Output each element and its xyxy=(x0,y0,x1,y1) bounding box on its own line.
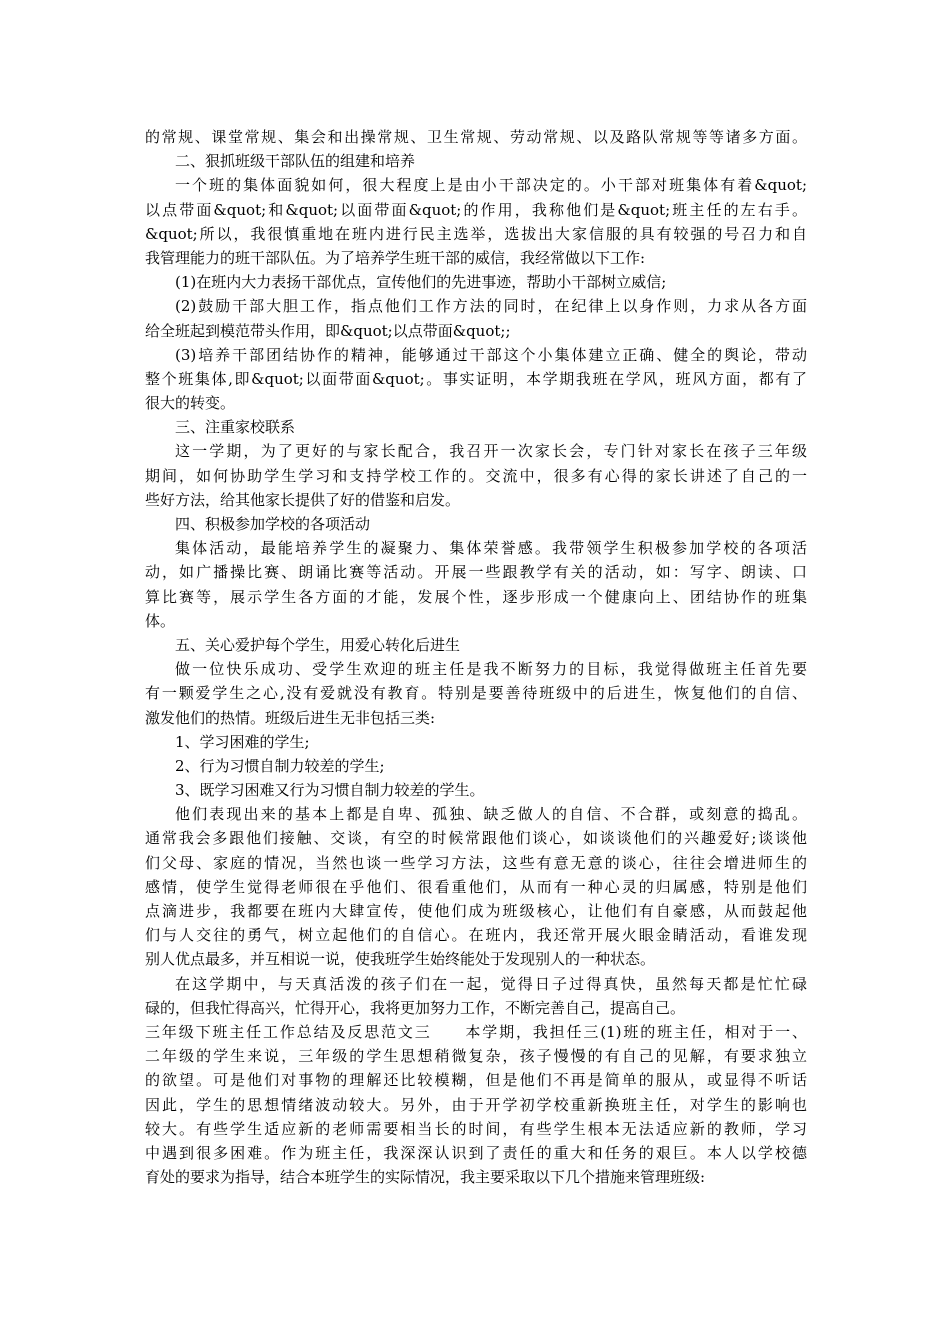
text-line: 有一颗爱学生之心,没有爱就没有教育。特别是要善待班级中的后进生，恢复他们的自信、 xyxy=(145,684,807,703)
text-line: 他们表现出来的基本上都是自卑、孤独、缺乏做人的自信、不合群，或刻意的捣乱。 xyxy=(175,805,807,824)
text-line: 中遇到很多困难。作为班主任，我深深认识到了责任的重大和任务的艰巨。本人以学校德 xyxy=(145,1143,807,1162)
section-heading: 四、积极参加学校的各项活动 xyxy=(175,515,371,533)
text-line: 动，如广播操比赛、朗诵比赛等活动。开展一些跟教学有关的活动，如：写字、朗读、口 xyxy=(145,563,807,582)
text-line: 的欲望。可是他们对事物的理解还比较模糊，但是他们不再是简单的服从，或显得不听话 xyxy=(145,1071,807,1090)
text-line: 算比赛等，展示学生各方面的才能，发展个性，逐步形成一个健康向上、团结协作的班集 xyxy=(145,587,807,606)
text-line: 做一位快乐成功、受学生欢迎的班主任是我不断努力的目标，我觉得做班主任首先要 xyxy=(175,660,807,679)
text-line: 通常我会多跟他们接触、交谈，有空的时候常跟他们谈心，如谈谈他们的兴趣爱好;谈谈他 xyxy=(145,829,807,848)
list-item: 2、行为习惯自制力较差的学生; xyxy=(175,756,385,775)
text-line: 们与人交往的勇气，树立起他们的自信心。在班内，我还常开展火眼金睛活动，看谁发现 xyxy=(145,926,807,945)
text-line: 三年级下班主任工作总结及反思范文三 本学期，我担任三(1)班的班主任，相对于一、 xyxy=(145,1022,807,1041)
text-line: 体。 xyxy=(145,611,176,630)
text-line: 给全班起到模范带头作用，即&quot;以点带面&quot;; xyxy=(145,321,511,340)
section-heading: 二、狠抓班级干部队伍的组建和培养 xyxy=(175,152,416,171)
text-line: 以点带面&quot;和&quot;以面带面&quot;的作用，我称他们是&quot;班主任的左右手。 xyxy=(145,200,807,219)
text-line: 激发他们的热情。班级后进生无非包括三类: xyxy=(145,708,436,727)
text-line: 期间，如何协助学生学习和支持学校工作的。交流中，很多有心得的家长讲述了自己的一 xyxy=(145,466,807,485)
text-line: 别人优点最多，并互相说一说，使我班学生始终能处于发现别人的一种状态。 xyxy=(145,950,656,969)
text-line: 感情，使学生觉得老师很在乎他们、很看重他们，从而有一种心灵的归属感，特别是他们 xyxy=(145,877,807,896)
section-heading: 五、关心爱护每个学生，用爱心转化后进生 xyxy=(175,635,461,654)
list-item: (3)培养干部团结协作的精神，能够通过干部这个小集体建立正确、健全的舆论，带动 xyxy=(175,345,807,364)
section-heading: 三、注重家校联系 xyxy=(175,418,296,437)
text-line: 较大。有些学生适应新的老师需要相当长的时间，有些学生根本无法适应新的教师，学习 xyxy=(145,1119,807,1138)
text-line: 因此，学生的思想情绪波动较大。另外，由于开学初学校重新换班主任，对学生的影响也 xyxy=(145,1095,807,1114)
text-line: 育处的要求为指导，结合本班学生的实际情况，我主要采取以下几个措施来管理班级: xyxy=(145,1168,706,1187)
list-item: 1、学习困难的学生; xyxy=(175,732,310,751)
text-line: &quot;所以，我很慎重地在班内进行民主选举，选拔出大家信服的具有较强的号召力和自 xyxy=(145,224,807,243)
text-line: 二年级的学生来说，三年级的学生思想稍微复杂，孩子慢慢的有自己的见解，有要求独立 xyxy=(145,1047,807,1066)
text-line: 们父母、家庭的情况，当然也谈一些学习方法，这些有意无意的谈心，往往会增进师生的 xyxy=(145,853,807,872)
text-line: 在这学期中，与天真活泼的孩子们在一起，觉得日子过得真快，虽然每天都是忙忙碌 xyxy=(175,974,807,993)
text-line: 些好方法，给其他家长提供了好的借鉴和启发。 xyxy=(145,490,461,509)
text-line: 的常规、课堂常规、集会和出操常规、卫生常规、劳动常规、以及路队常规等等诸多方面。 xyxy=(145,128,807,146)
text-line: 很大的转变。 xyxy=(145,394,236,413)
text-line: 这一学期，为了更好的与家长配合，我召开一次家长会，专门针对家长在孩子三年级 xyxy=(175,442,807,461)
text-line: 点滴进步，我都要在班内大肆宣传，使他们成为班级核心，让他们有自豪感，从而鼓起他 xyxy=(145,902,807,920)
text-line: 一个班的集体面貌如何，很大程度上是由小干部决定的。小干部对班集体有着&quot; xyxy=(175,176,807,195)
text-line: 集体活动，最能培养学生的凝聚力、集体荣誉感。我带领学生积极参加学校的各项活 xyxy=(175,539,807,558)
document-body xyxy=(145,125,807,1189)
list-item: (1)在班内大力表扬干部优点，宣传他们的先进事迹，帮助小干部树立威信; xyxy=(175,273,667,292)
text-line: 整个班集体,即&quot;以面带面&quot;。事实证明，本学期我班在学风，班风方面，都有了 xyxy=(145,369,807,388)
list-item: 3、既学习困难又行为习惯自制力较差的学生。 xyxy=(175,781,485,800)
text-line: 我管理能力的班干部队伍。为了培养学生班干部的威信，我经常做以下工作: xyxy=(145,248,646,267)
list-item: (2)鼓励干部大胆工作，指点他们工作方法的同时，在纪律上以身作则，力求从各方面 xyxy=(175,297,807,316)
text-line: 碌的，但我忙得高兴，忙得开心，我将更加努力工作，不断完善自己，提高自己。 xyxy=(145,998,686,1017)
